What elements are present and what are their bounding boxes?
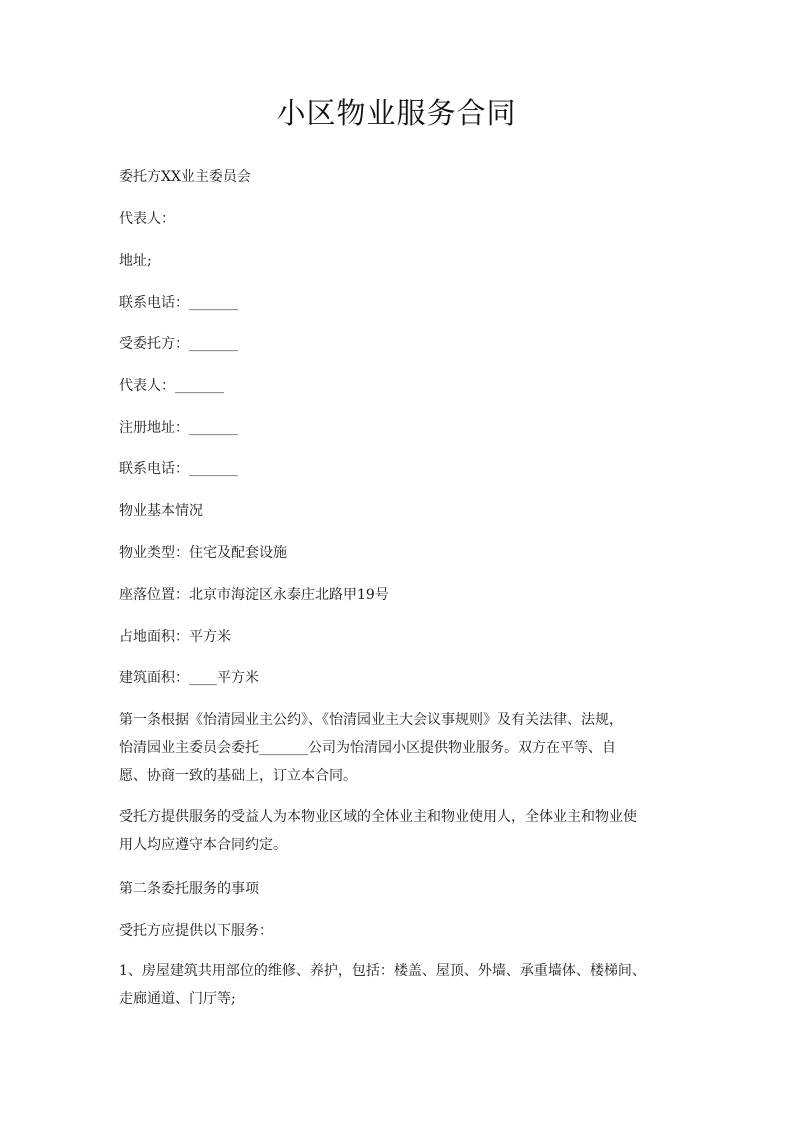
- section-heading: 物业基本情况: [119, 503, 203, 519]
- text-line: 代表人：_______: [119, 378, 224, 394]
- text-line: 注册地址：_______: [119, 420, 238, 436]
- text-line: 占地面积：平方米: [119, 629, 231, 645]
- text-line: 委托方XX业主委员会: [119, 169, 251, 185]
- text-line: 物业类型：住宅及配套设施: [119, 545, 287, 561]
- text-line: 联系电话：_______: [119, 461, 238, 477]
- text-line: 建筑面积：____平方米: [119, 670, 259, 686]
- paragraph-line: 受托方提供服务的受益人为本物业区域的全体业主和物业使用人，全体业主和物业使: [119, 809, 637, 825]
- text-line: 地址;: [119, 253, 152, 269]
- document-title: 小区物业服务合同: [276, 96, 517, 130]
- paragraph-line: 愿、协商一致的基础上，订立本合同。: [119, 768, 357, 784]
- text-line: 代表人：: [119, 211, 175, 227]
- text-line: 座落位置：北京市海淀区永泰庄北路甲19号: [119, 587, 389, 603]
- paragraph-line: 用人均应遵守本合同约定。: [119, 837, 287, 853]
- text-line: 联系电话：_______: [119, 295, 238, 311]
- section-heading: 第二条委托服务的事项: [119, 881, 259, 897]
- paragraph-line: 怡清园业主委员会委托_______公司为怡清园小区提供物业服务。双方在平等、自: [119, 740, 616, 756]
- paragraph-line: 1、房屋建筑共用部位的维修、养护，包括：楼盖、屋顶、外墙、承重墙体、楼梯间、: [119, 963, 646, 979]
- paragraph-beneficiaries: [119, 803, 679, 859]
- text-line: 受委托方：_______: [119, 336, 238, 352]
- text-line: 受托方应提供以下服务：: [119, 923, 273, 939]
- paragraph-article-1: [119, 706, 679, 790]
- paragraph-service-item-1: [119, 957, 679, 1013]
- paragraph-line: 走廊通道、门厅等;: [119, 991, 236, 1007]
- paragraph-line: 第一条根据《怡清园业主公约》、《怡清园业主大会议事规则》及有关法律、法规，: [119, 712, 623, 728]
